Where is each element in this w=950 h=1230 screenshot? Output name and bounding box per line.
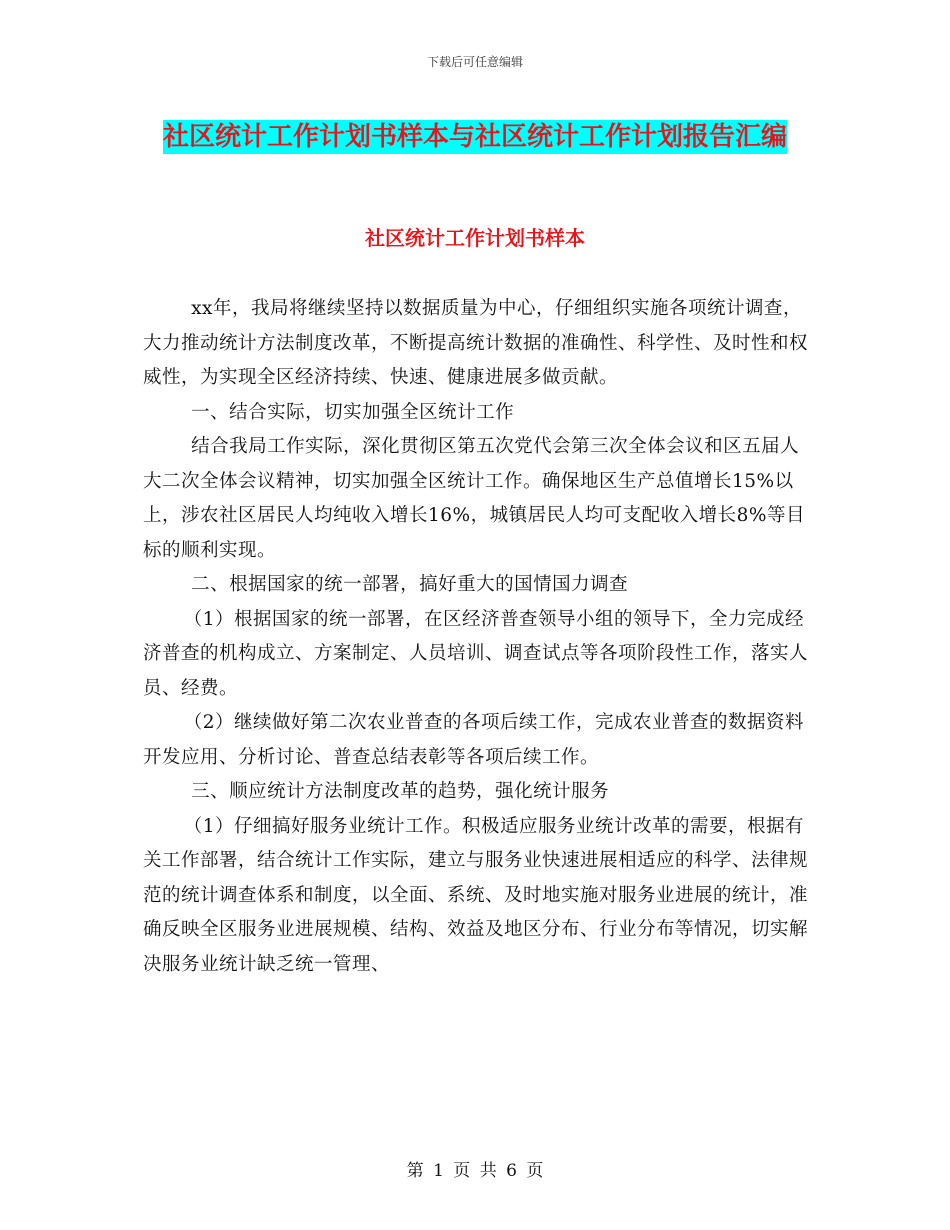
heading-section-1: 一、结合实际，切实加强全区统计工作 [191,401,515,423]
paragraph-item-3-1: （1）仔细搞好服务业统计工作。积极适应服务业统计改革的需要，根据有关工作部署，结合统计工作实际，建立与服务业快速进展相适应的科学、法律规范的统计调查体系和制度，以全面、系统、及时地实施对服务业进展的统计，准确反映全区服务业进展规模、结构、效益及地区分布、行业分布等情况，切实解决服务业统计缺乏统一管理、 [143,815,809,975]
page-number: 第 1 页 共 6 页 [406,1161,544,1181]
paragraph-item-2-2: （2）继续做好第二次农业普查的各项后续工作，完成农业普查的数据资料开发应用、分析讨论、普查总结表彰等各项后续工作。 [143,712,804,768]
paragraph-intro: xx年，我局将继续坚持以数据质量为中心，仔细组织实施各项统计调查，大力推动统计方法制度改革，不断提高统计数据的准确性、科学性、及时性和权威性，为实现全区经济持续、快速、健康进展多做贡献。 [143,298,809,388]
heading-section-2: 二、根据国家的统一部署，搞好重大的国情国力调查 [191,574,629,595]
document-title [140,112,810,162]
paragraph-section-1: 结合我局工作实际，深化贯彻区第五次党代会第三次全体会议和区五届人大二次全体会议精神，切实加强全区统计工作。确保地区生产总值增长15%以上，涉农社区居民人均纯收入增长16%，城镇居民人均可支配收入增长8%等目标的顺利实现。 [143,436,805,561]
document-body [143,292,813,982]
section-title: 社区统计工作计划书样本 [365,226,585,250]
heading-section-3: 三、顺应统计方法制度改革的趋势，强化统计服务 [191,781,610,802]
page-header-note: 下载后可任意编辑 [426,55,523,69]
paragraph-item-2-1: （1）根据国家的统一部署，在区经济普查领导小组的领导下，全力完成经济普查的机构成立、方案制定、人员培训、调查试点等各项阶段性工作，落实人员、经费。 [143,608,809,699]
document-title-text: 社区统计工作计划书样本与社区统计工作计划报告汇编 [162,122,787,152]
